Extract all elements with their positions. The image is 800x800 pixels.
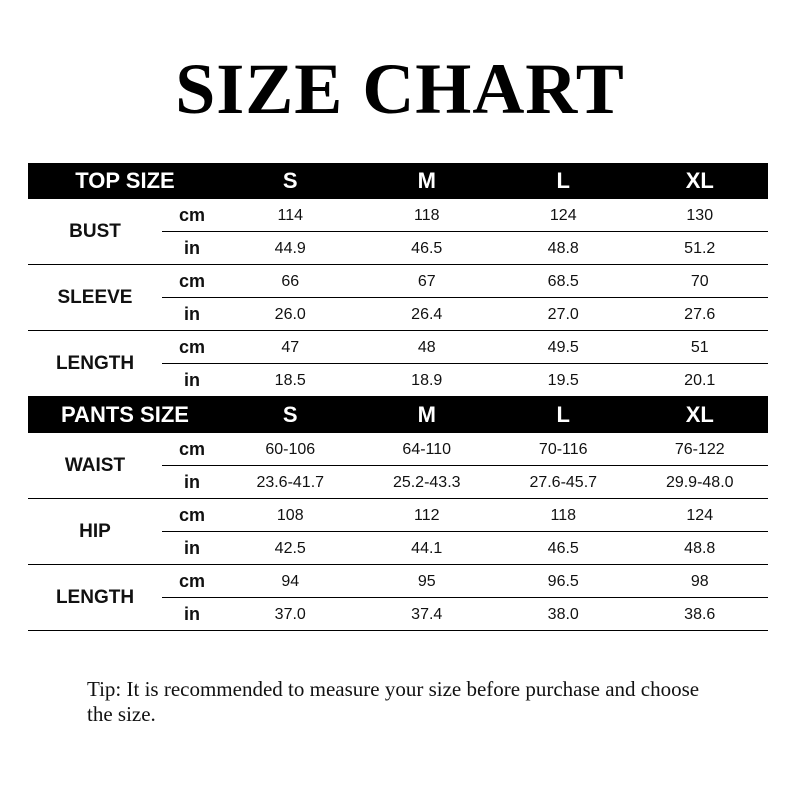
- table-row-in: [162, 364, 768, 397]
- tip-text: Tip: It is recommended to measure your size before purchase and choose the size.: [87, 677, 700, 726]
- table-cell: 19.5: [547, 371, 579, 389]
- table-cell: 37.4: [411, 605, 443, 623]
- table-row-cm: [162, 265, 768, 298]
- size-header-xl: XL: [685, 402, 714, 427]
- unit-label-cm: cm: [178, 337, 205, 357]
- table-cell: 26.0: [274, 305, 306, 323]
- table-cell: 114: [277, 206, 303, 224]
- measurement-name: HIP: [79, 521, 111, 542]
- table-row-cm: [162, 199, 768, 232]
- table-cell: 48.8: [684, 539, 716, 557]
- table-cell: 51: [690, 338, 709, 356]
- table-cell: 48.8: [547, 239, 579, 257]
- table-cell: 95: [417, 572, 436, 590]
- table-cell: 70: [690, 272, 709, 290]
- table-cell: 112: [413, 506, 440, 524]
- unit-label-in: in: [184, 238, 200, 258]
- table-cell: 124: [686, 506, 714, 524]
- unit-label-cm: cm: [178, 205, 205, 225]
- measurement-name: WAIST: [64, 455, 126, 476]
- table-cell: 48: [417, 338, 436, 356]
- size-header-l: L: [556, 402, 570, 427]
- measurement-group-sleeve: [28, 265, 768, 331]
- table-row-in: [162, 532, 768, 565]
- table-cell: 18.9: [411, 371, 443, 389]
- table-cell: 27.0: [547, 305, 579, 323]
- table-cell: 46.5: [547, 539, 579, 557]
- table-row-in: [162, 232, 768, 265]
- table-cell: 70-116: [538, 440, 588, 458]
- table-cell: 108: [276, 506, 304, 524]
- table-cell: 124: [549, 206, 577, 224]
- table-cell: 38.0: [547, 605, 579, 623]
- table-cell: 42.5: [274, 539, 306, 557]
- table-cell: 38.6: [684, 605, 716, 623]
- pants-size-header-label: PANTS SIZE: [61, 402, 189, 427]
- measurement-group-top-length: [28, 331, 768, 397]
- size-header-xl: XL: [685, 168, 714, 193]
- table-cell: 94: [281, 572, 300, 590]
- size-chart-table: [28, 163, 768, 631]
- table-cell: 66: [281, 272, 300, 290]
- table-cell: 44.9: [274, 239, 306, 257]
- measurement-group-waist: [28, 433, 768, 499]
- measurement-group-bust: [28, 199, 768, 265]
- table-cell: 98: [690, 572, 709, 590]
- size-header-s: S: [282, 168, 298, 193]
- table-cell: 27.6: [684, 305, 716, 323]
- measurement-group-pants-length: [28, 565, 768, 631]
- table-cell: 76-122: [674, 440, 725, 458]
- table-cell: 118: [550, 506, 576, 524]
- table-row-in: [162, 466, 768, 499]
- table-row-cm: [162, 499, 768, 532]
- measurement-name: SLEEVE: [57, 287, 133, 308]
- table-row-cm: [162, 331, 768, 364]
- table-row-cm: [162, 433, 768, 466]
- size-header-s: S: [282, 402, 298, 427]
- unit-label-in: in: [184, 304, 200, 324]
- unit-label-in: in: [184, 472, 200, 492]
- table-cell: 44.1: [411, 539, 443, 557]
- unit-label-in: in: [184, 538, 200, 558]
- unit-label-cm: cm: [178, 271, 205, 291]
- table-cell: 47: [281, 338, 300, 356]
- pants-size-header-row: [28, 397, 768, 433]
- table-cell: 23.6-41.7: [256, 473, 325, 491]
- table-cell: 68.5: [547, 272, 579, 290]
- table-cell: 37.0: [274, 605, 306, 623]
- table-cell: 130: [686, 206, 714, 224]
- table-cell: 18.5: [274, 371, 306, 389]
- table-cell: 46.5: [411, 239, 443, 257]
- table-cell: 49.5: [547, 338, 579, 356]
- measurement-group-hip: [28, 499, 768, 565]
- table-cell: 118: [413, 206, 440, 224]
- table-cell: 67: [417, 272, 436, 290]
- top-size-header-row: [28, 163, 768, 199]
- table-cell: 96.5: [547, 572, 579, 590]
- unit-label-in: in: [184, 604, 200, 624]
- top-size-header-label: TOP SIZE: [75, 168, 175, 193]
- table-cell: 64-110: [402, 440, 452, 458]
- table-cell: 60-106: [265, 440, 316, 458]
- table-row-in: [162, 298, 768, 331]
- unit-label-cm: cm: [178, 505, 205, 525]
- table-row-cm: [162, 565, 768, 598]
- size-header-l: L: [556, 168, 570, 193]
- unit-label-cm: cm: [178, 439, 205, 459]
- table-cell: 51.2: [684, 239, 716, 257]
- unit-label-cm: cm: [178, 571, 205, 591]
- page-title: SIZE CHART: [175, 49, 625, 129]
- table-row-in: [162, 598, 768, 631]
- size-header-m: M: [417, 168, 436, 193]
- table-cell: 20.1: [684, 371, 716, 389]
- table-cell: 25.2-43.3: [392, 473, 461, 491]
- unit-label-in: in: [184, 370, 200, 390]
- measurement-name: LENGTH: [55, 353, 135, 374]
- table-cell: 29.9-48.0: [665, 473, 734, 491]
- table-cell: 27.6-45.7: [529, 473, 598, 491]
- measurement-name: BUST: [69, 221, 121, 242]
- measurement-name: LENGTH: [55, 587, 135, 608]
- table-cell: 26.4: [411, 305, 443, 323]
- size-header-m: M: [417, 402, 436, 427]
